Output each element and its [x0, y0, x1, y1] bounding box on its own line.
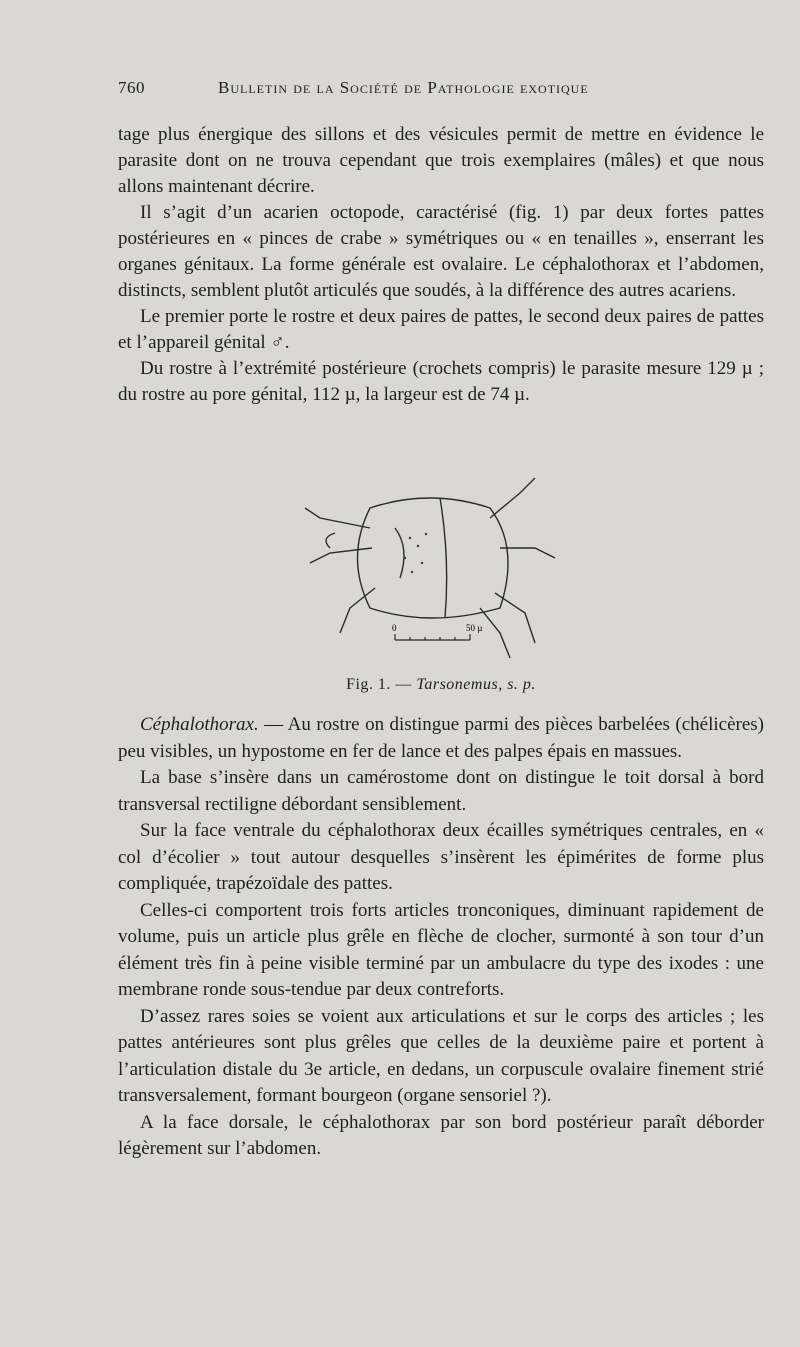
- paragraph: Sur la face ventrale du céphalothorax deux écailles symétriques centrales, en « col d’écolier » tout autour desquelles s’insèrent les épimérites de forme plus compliquée, trapézoïdale des pattes.: [118, 820, 764, 894]
- scale-start-label: 0: [392, 623, 397, 633]
- paragraph: La base s’insère dans un camérostome dont on distingue le toit dorsal à bord transversal rectiligne débordant sensiblement.: [118, 767, 764, 815]
- section-heading: Céphalothorax.: [140, 714, 259, 735]
- paragraph: D’assez rares soies se voient aux articulations et sur le corps des articles ; les pattes antérieures sont plus grêles que celles de la deuxième paire et portent à l’articulation distale du 3e article, en dedans, un corpuscule ovalaire finement strié transversalement, formant bourgeon (organe sensoriel ?).: [118, 1005, 764, 1106]
- paragraph: Le premier porte le rostre et deux paires de pattes, le second deux paires de pattes et l’appareil génital ♂.: [118, 306, 764, 353]
- figure-caption: [118, 676, 764, 694]
- paragraph-text: — Au rostre on distingue parmi des pièces barbelées (chélicères) peu visibles, un hypostome en fer de lance et des palpes épais en massues.: [118, 714, 764, 762]
- running-head: Bulletin de la Société de Pathologie exotique: [218, 78, 589, 97]
- paragraph: Il s’agit d’un acarien octopode, caractérisé (fig. 1) par deux fortes pattes postérieures en « pinces de crabe » symétriques ou « en tenailles », enserrant les organes génitaux. La forme générale est ovalaire. Le céphalothorax et l’abdomen, distincts, semblent plutôt articulés que soudés, à la différence des autres acariens.: [118, 202, 764, 301]
- paragraph: [118, 712, 764, 765]
- tarsonemus-drawing: [300, 468, 560, 668]
- body-text-bottom: [118, 712, 764, 1163]
- body-text-top: [118, 122, 764, 408]
- caption-prefix: Fig. 1. —: [346, 676, 417, 693]
- caption-title: Tarsonemus, s. p.: [416, 676, 536, 693]
- page-number: 760: [118, 78, 145, 97]
- paragraph: Celles-ci comportent trois forts articles tronconiques, diminuant rapidement de volume, puis un article plus grêle en flèche de clocher, surmonté à son tour d’un élément très fin à peine visible terminé par un ambulacre du type des ixodes : une membrane ronde sous-tendue par deux contreforts.: [118, 899, 764, 1000]
- scale-end-label: 50 µ: [466, 623, 483, 633]
- paragraph: Du rostre à l’extrémité postérieure (crochets compris) le parasite mesure 129 µ ; du rostre au pore génital, 112 µ, la largeur est de 74 µ.: [118, 358, 764, 405]
- mite-illustration: [300, 468, 560, 668]
- paragraph: tage plus énergique des sillons et des vésicules permit de mettre en évidence le parasite dont on ne trouva cependant que trois exemplaires (mâles) et que nous allons maintenant décrire.: [118, 124, 764, 197]
- paragraph: A la face dorsale, le céphalothorax par son bord postérieur paraît déborder légèrement sur l’abdomen.: [118, 1111, 764, 1159]
